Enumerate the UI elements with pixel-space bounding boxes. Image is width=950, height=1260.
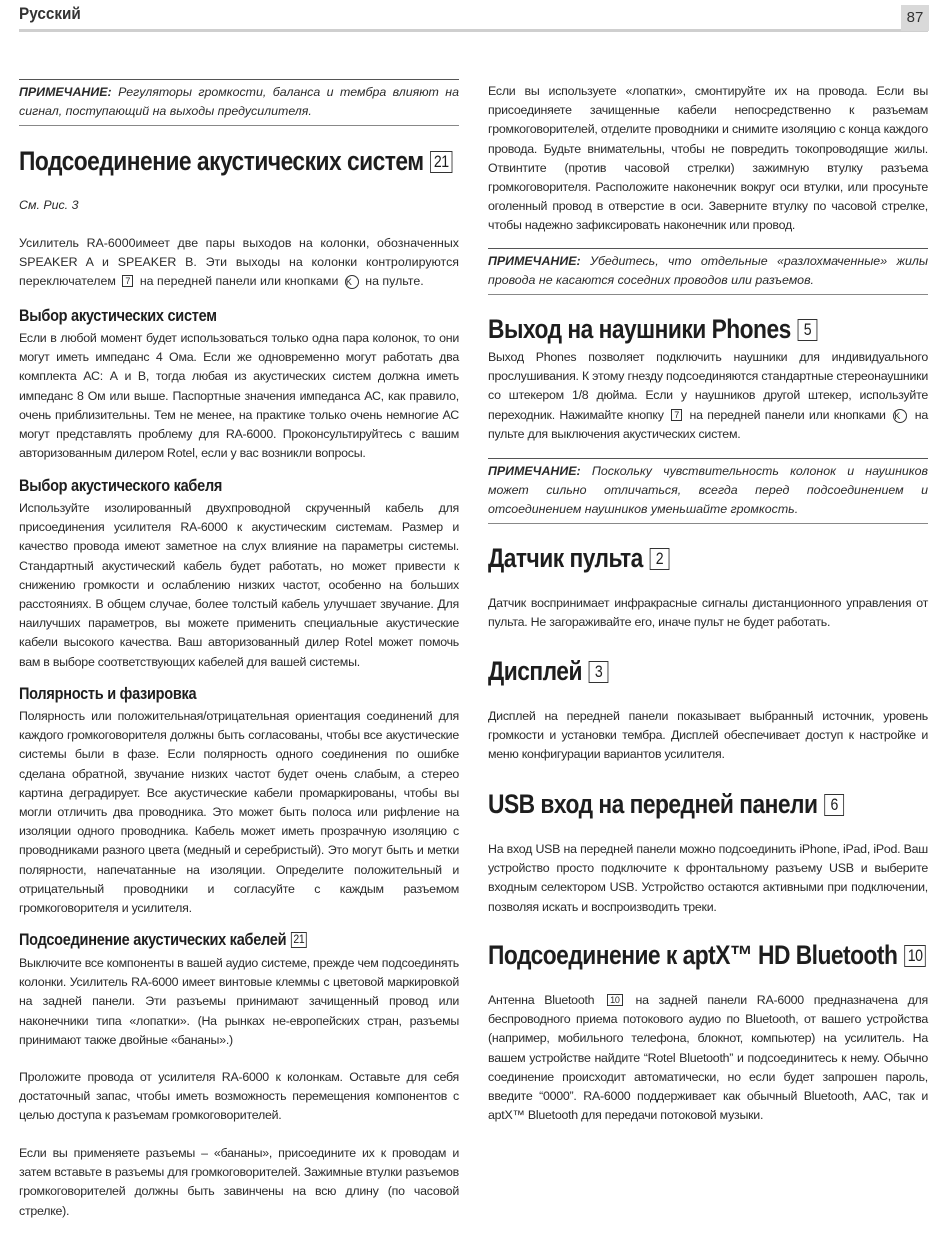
note-preamp xyxy=(19,79,459,126)
bluetooth-text-1: Антенна Bluetooth xyxy=(488,993,605,1007)
cables-connect-p1: Выключите все компоненты в вашей аудио системе, прежде чем подсоединять колонки. Усилитель RA-6000 имеет винтовые клеммы с цветовой маркировкой на задней панели. Эти разъемы принимают зачищенный провод или наконечники типа «лопатки». (На рынках не-европейских стран, разъемы принимают также двойные «бананы».) xyxy=(19,956,459,1047)
header-divider xyxy=(19,29,928,32)
button-badge: 7 xyxy=(671,409,682,421)
figure-badge: 2 xyxy=(650,548,670,570)
note-label: ПРИМЕЧАНИЕ: xyxy=(19,85,112,99)
heading-display xyxy=(488,656,608,687)
phones-text-1: Выход Phones позволяет подключить наушники для индивидуального прослушивания. К этому гнезду подсоединяются стандартные стереонаушники со штекером 1/8 дюйма. Если у наушников другой штекер, используйте переходник. Нажимайте кнопку xyxy=(488,350,928,422)
language-label: Русский xyxy=(19,4,81,23)
remote-key-badge: K xyxy=(345,275,359,289)
figure-badge: 21 xyxy=(430,151,452,173)
button-badge: 7 xyxy=(122,275,133,287)
cable-text: Используйте изолированный двухпроводной скрученный кабель для присоединения усилителя RA-6000 к акустическим системам. Размер и качество провода имеют заметное на слух влияние на параметры системы. Стандартный акустический кабель будет работать, но может привести к снижению громкости и ослаблению низких частот, особенно на больших расстояниях. В общем случае, более толстый кабель улучшает звучание. Для наилучших параметров, вы можете применить специальные акустические кабели высокого качества. Ваш авторизованный дилер Rotel может помочь вам в выборе соответствующих кабелей для вашей системы. xyxy=(19,501,459,669)
note-label: ПРИМЕЧАНИЕ: xyxy=(488,254,581,268)
note-label: ПРИМЕЧАНИЕ: xyxy=(488,464,581,478)
page-number: 87 xyxy=(901,5,929,31)
speakers-intro xyxy=(19,234,459,292)
intro-text-1: Усилитель RA-6000имеет две пары выходов на колонки, обозначенных SPEAKER A и SPEAKER B. Эти выходы на колонки контролируются переключателем xyxy=(19,236,459,289)
phones-text xyxy=(488,348,928,444)
cables-connect-p2: Проложите провода от усилителя RA-6000 к колонкам. Оставьте для себя достаточный запас, чтобы иметь возможность перемещения компонентов с целью доступа к разъемам громкоговорителей. xyxy=(19,1070,459,1123)
note-text: Убедитесь, что отдельные «разлохмаченные» жилы провода не касаются соседних проводов или разъемов. xyxy=(488,254,928,287)
figure-badge: 10 xyxy=(904,945,926,967)
heading-sensor xyxy=(488,543,669,574)
cables-connect-p3: Если вы применяете разъемы – «бананы», присоедините их к проводам и затем вставьте в разъемы для громкоговорителей. Зажимные втулки разъемов громкоговорителей должны быть завинчены на всю длину (по часовой стрелке). xyxy=(19,1146,459,1218)
bluetooth-text-2: на задней панели RA-6000 предназначена для беспроводного приема потокового аудио по Bluetooth, от вашего устройства (например, мобильного телефона, блокнот, компьютер) на усилитель. На вашем устройстве найдите “Rotel Bluetooth” и подсоединитесь к нему. Обычно соединение происходит автоматически, но если будет запрошен пароль, введите “0000”. RA-6000 поддерживает как обычный Bluetooth, AAC, так и aptX™ Bluetooth для передачи потоковой музыки. xyxy=(488,993,928,1123)
note-text: Регуляторы громкости, баланса и тембра влияют на сигнал, поступающий на выходы предусилителя. xyxy=(19,85,459,118)
polarity-text: Полярность или положительная/отрицательная ориентация соединений для каждого громкоговорителя должны быть согласованы, чтобы все акустические системы были в фазе. Если полярность одного соединения по ошибке сделана обратной, звучание низких частот будет очень слабым, а стерео картина деградирует. Все акустические кабели промаркированы, чтобы вы могли отличить два проводника. Это может быть полоса или рифление на изоляции одного проводника. Кабель может иметь прозрачную изоляцию с проводниками разного цвета (медный и серебристый). Это могут быть и метки полярности, напечатанные на изоляции. Определите положительный и отрицательный проводники и согласуйте с каждым разъемом громкоговорителя и усилителя. xyxy=(19,709,459,916)
note-text: Поскольку чувствительность колонок и наушников может сильно отличаться, всегда перед подсоединением и отсоединением наушников уменьшайте громкость. xyxy=(488,464,928,516)
phones-text-3: на пульте для выключения акустических систем. xyxy=(488,407,928,441)
selection-text: Если в любой момент будет использоваться только одна пара колонок, то они могут иметь импеданс 4 Ома. Если же одновременно могут работать два комплекта АС: А и В, тогда любая из акустических систем должна иметь импеданс 8 Ом или выше. Паспортные значения импеданса АС, как правило, очень приблизительны. Тем не менее, на практике только очень немногие АС могут представлять проблему для RA-6000. Проконсультируйтесь с вашим авторизованным дилером Rotel, если у вас возникли вопросы. xyxy=(19,331,459,461)
phones-text-2: на передней панели или кнопками xyxy=(684,407,891,422)
figure-badge: 6 xyxy=(824,794,844,816)
heading-speakers xyxy=(19,146,452,177)
note-volume xyxy=(488,458,928,524)
heading-text: Подсоединение акустических кабелей xyxy=(19,931,287,949)
display-text: Дисплей на передней панели показывает выбранный источник, уровень громкости и установки тембра. Дисплей обеспечивает доступ к настройке и меню конфигурации вариантов усилителя. xyxy=(488,709,928,762)
usb-text: На вход USB на передней панели можно подсоединить iPhone, iPad, iPod. Ваш устройство просто подключите к фронтальному разъему USB и выберите входным селектором USB. Устройство остаются активными при подключении, позволяя искать и воспроизводить треки. xyxy=(488,842,928,914)
heading-text: Подсоединение акустических систем xyxy=(19,146,424,176)
heading-text: Датчик пульта xyxy=(488,543,643,573)
heading-usb xyxy=(488,789,844,820)
antenna-badge: 10 xyxy=(607,994,623,1006)
figure-reference: См. Рис. 3 xyxy=(19,198,79,212)
figure-badge: 3 xyxy=(589,661,609,683)
bluetooth-text xyxy=(488,991,928,1125)
remote-key-badge: K xyxy=(893,409,907,423)
heading-text: USB вход на передней панели xyxy=(488,789,818,819)
heading-phones xyxy=(488,314,817,345)
sensor-text: Датчик воспринимает инфракрасные сигналы дистанционного управления от пульта. Не загораживайте его, иначе пульт не будет работать. xyxy=(488,596,928,630)
heading-selection: Выбор акустических систем xyxy=(19,307,217,325)
heading-cables-connect xyxy=(19,931,307,950)
heading-text: Подсоединение к aptX™ HD Bluetooth xyxy=(488,940,898,970)
heading-cable: Выбор акустического кабеля xyxy=(19,477,223,495)
figure-badge: 5 xyxy=(798,319,818,341)
intro-text-2: на передней панели или кнопками xyxy=(136,274,342,289)
heading-polarity: Полярность и фазировка xyxy=(19,685,197,703)
heading-text: Дисплей xyxy=(488,656,582,686)
spades-text: Если вы используете «лопатки», смонтируйте их на провода. Если вы присоединяете зачищенные кабели непосредственно к разъемам громкоговорителей, отделите проводники и снимите изоляцию с конца каждого провода. Будьте внимательны, чтобы не повредить токопроводящие жилы. Отвинтите (против часовой стрелки) зажимную втулку разъема громкоговорителя. Расположите наконечник вокруг оси втулки, или просуньте оголенный провод в отверстие в оси. Заверните втулку по часовой стрелке, чтобы надежно зафиксировать наконечник или провод. xyxy=(488,84,928,233)
heading-text: Выход на наушники Phones xyxy=(488,314,791,344)
intro-text-3: на пульте. xyxy=(361,274,424,289)
figure-badge: 21 xyxy=(291,932,307,948)
heading-bluetooth xyxy=(488,940,926,971)
note-strands xyxy=(488,248,928,295)
